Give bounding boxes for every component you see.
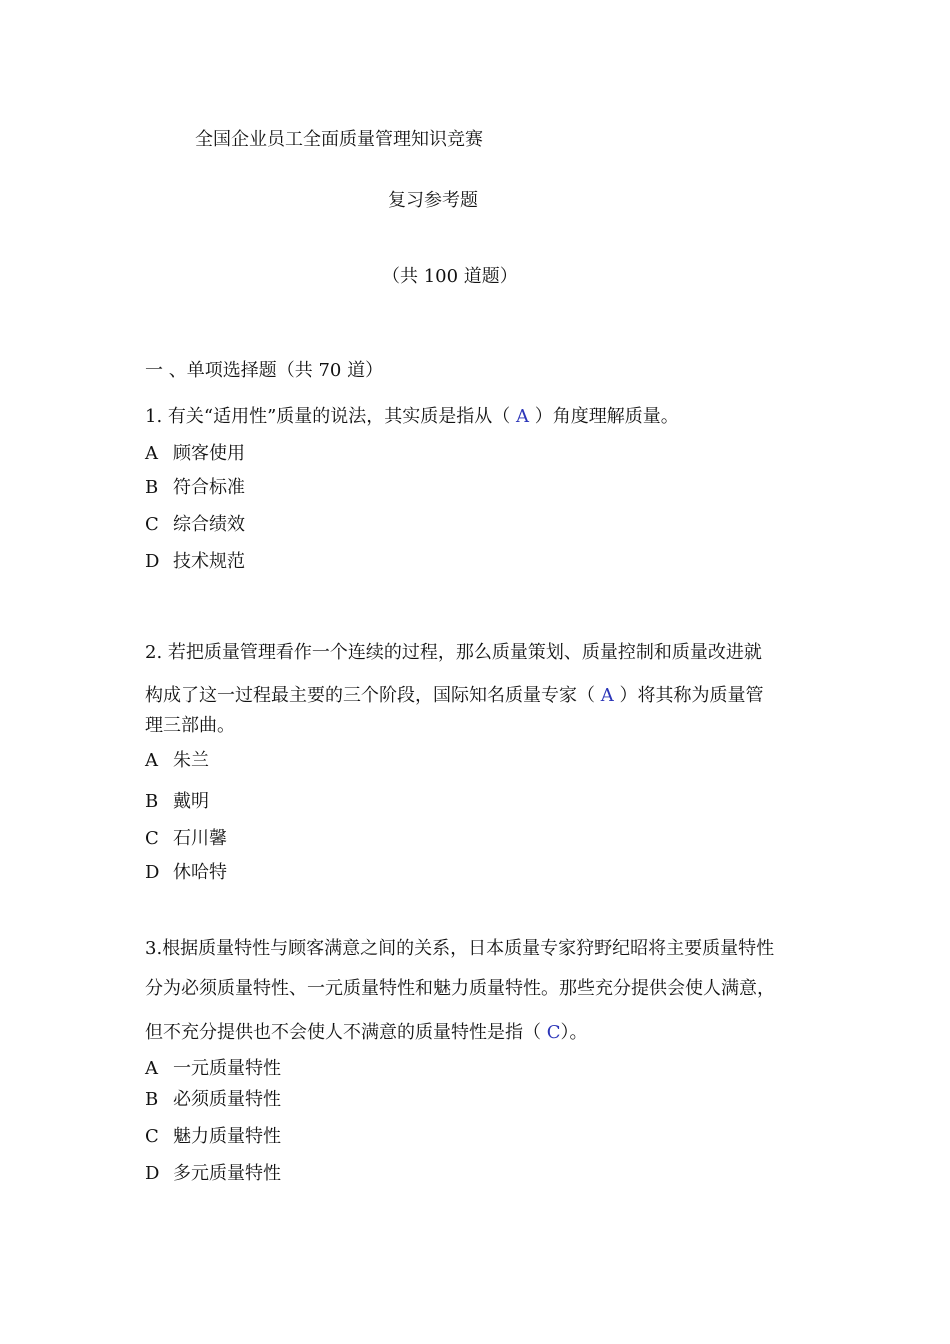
- question-text: 3.根据质量特性与顾客满意之间的关系，日本质量专家狩野纪昭将主要质量特性: [145, 938, 775, 959]
- question-text: 构成了这一过程最主要的三个阶段，国际知名质量专家（: [145, 685, 601, 706]
- option-text: 一元质量特性: [173, 1058, 281, 1079]
- question-3-option-d: [145, 1163, 281, 1185]
- option-letter: B: [145, 477, 159, 498]
- question-text: ）角度理解质量。: [529, 406, 679, 427]
- option-text: 多元质量特性: [173, 1163, 281, 1184]
- document-subtitle: 复习参考题: [388, 190, 478, 211]
- question-1-option-c: [145, 514, 245, 536]
- option-letter: D: [145, 551, 160, 572]
- question-text: ）。: [560, 1022, 588, 1043]
- answer-key: A: [600, 685, 614, 706]
- answer-key: C: [546, 1022, 561, 1043]
- question-text: 分为必须质量特性、一元质量特性和魅力质量特性。那些充分提供会使人满意，: [145, 978, 775, 999]
- option-letter: D: [145, 1163, 160, 1184]
- question-3-option-a: [145, 1058, 281, 1080]
- option-letter: C: [145, 514, 159, 535]
- question-1-option-b: [145, 477, 245, 499]
- option-letter: A: [145, 443, 158, 464]
- option-text: 朱兰: [173, 750, 209, 771]
- question-2-option-c: [145, 828, 227, 850]
- document-title: 全国企业员工全面质量管理知识竞赛: [195, 129, 483, 150]
- question-text: 但不充分提供也不会使人不满意的质量特性是指（: [145, 1022, 547, 1043]
- option-text: 石川馨: [173, 828, 227, 849]
- question-1-line-1: [145, 406, 679, 428]
- question-2-line-3: [145, 715, 235, 737]
- question-text: 1. 有关“适用性”质量的说法，其实质是指从（: [145, 406, 517, 427]
- question-2-line-1: [145, 642, 762, 664]
- option-text: 技术规范: [173, 551, 245, 572]
- option-text: 戴明: [173, 791, 209, 812]
- question-text: 理三部曲。: [145, 715, 235, 736]
- question-3-line-3: [145, 1022, 588, 1044]
- question-2-line-2: [145, 685, 763, 707]
- option-text: 魅力质量特性: [173, 1126, 281, 1147]
- question-text: 2. 若把质量管理看作一个连续的过程，那么质量策划、质量控制和质量改进就: [145, 642, 762, 663]
- option-text: 顾客使用: [173, 443, 245, 464]
- question-count-note: （共 100 道题）: [382, 266, 518, 287]
- question-1-option-a: [145, 443, 245, 465]
- option-letter: B: [145, 1089, 159, 1110]
- option-letter: A: [145, 1058, 158, 1079]
- question-1-option-d: [145, 551, 245, 573]
- section-heading: 一 、单项选择题（共 70 道）: [145, 360, 384, 381]
- option-text: 综合绩效: [173, 514, 245, 535]
- question-2-option-a: [145, 750, 209, 772]
- option-letter: B: [145, 791, 159, 812]
- option-letter: C: [145, 828, 159, 849]
- question-2-option-d: [145, 862, 227, 884]
- question-3-line-1: [145, 938, 774, 960]
- option-text: 必须质量特性: [173, 1089, 281, 1110]
- question-text: ）将其称为质量管: [613, 685, 764, 706]
- question-3-line-2: [145, 978, 775, 1000]
- option-text: 休哈特: [173, 862, 227, 883]
- option-letter: A: [145, 750, 158, 771]
- question-3-option-b: [145, 1089, 281, 1111]
- option-letter: C: [145, 1126, 159, 1147]
- question-2-option-b: [145, 791, 209, 813]
- option-text: 符合标准: [173, 477, 245, 498]
- option-letter: D: [145, 862, 160, 883]
- question-3-option-c: [145, 1126, 281, 1148]
- answer-key: A: [516, 406, 530, 427]
